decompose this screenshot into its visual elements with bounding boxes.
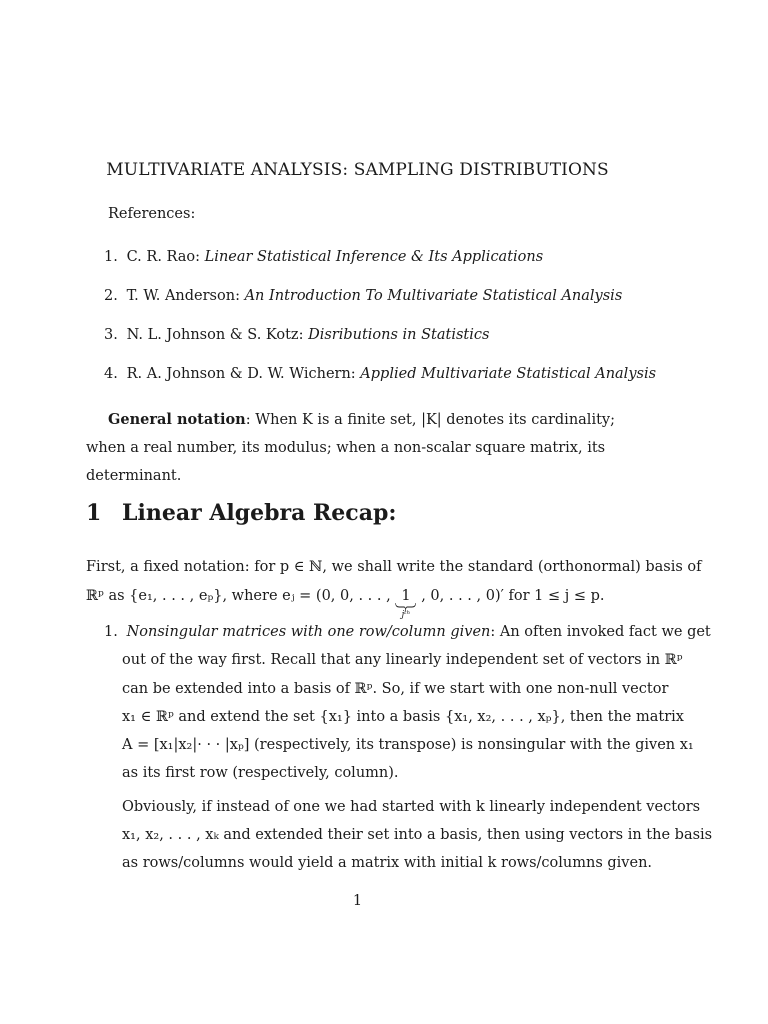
- reference-author: C. R. Rao:: [126, 249, 205, 265]
- section-title: Linear Algebra Recap:: [122, 500, 397, 526]
- reference-work: An Introduction To Multivariate Statistical Analysis: [244, 288, 623, 304]
- underbrace-value: 1: [401, 588, 411, 604]
- list-item-line: x₁, x₂, . . . , xₖ and extended their set into a basis, then using vectors in the basis: [122, 827, 713, 843]
- paragraph-text: , 0, . . . , 0)′ for 1 ≤ j ≤ p.: [421, 588, 605, 604]
- list-item-line: Obviously, if instead of one we had started with k linearly independent vectors: [122, 799, 701, 815]
- list-item-line: A = [x₁|x₂|· · · |xₚ] (respectively, its transpose) is nonsingular with the given x₁: [122, 737, 694, 753]
- references-label: References:: [108, 206, 196, 222]
- list-item-line: as rows/columns would yield a matrix with initial k rows/columns given.: [122, 855, 653, 871]
- reference-item: [104, 366, 656, 382]
- general-notation-paragraph: [86, 406, 634, 490]
- reference-author: N. L. Johnson & S. Kotz:: [126, 327, 309, 343]
- underbrace-term: [395, 588, 416, 620]
- reference-work: Linear Statistical Inference & Its Applications: [204, 249, 544, 265]
- list-item-line: can be extended into a basis of ℝᵖ. So, if we start with one non-null vector: [122, 681, 669, 697]
- list-item-line: as its first row (respectively, column).: [122, 765, 399, 781]
- paragraph-line: [86, 588, 605, 620]
- page-number: 1: [352, 893, 363, 909]
- document-title: MULTIVARIATE ANALYSIS: SAMPLING DISTRIBUTIONS: [106, 160, 609, 180]
- section-heading: [86, 500, 396, 526]
- list-item-number: 1.: [104, 624, 118, 640]
- reference-work: Applied Multivariate Statistical Analysis: [360, 366, 657, 382]
- reference-number: 3.: [104, 327, 118, 343]
- list-item-line: out of the way first. Recall that any linearly independent set of vectors in ℝᵖ: [122, 652, 683, 668]
- section-number: 1: [86, 500, 102, 526]
- reference-item: [104, 288, 622, 304]
- list-item-heading: Nonsingular matrices with one row/column given: [126, 624, 491, 640]
- reference-work: Disributions in Statistics: [308, 327, 490, 343]
- reference-item: [104, 327, 489, 343]
- reference-number: 4.: [104, 366, 118, 382]
- general-notation-text: : When K is a finite set, |K| denotes its cardinality; when a real number, its modulus; when a non-scalar square matrix, its determinant.: [86, 412, 615, 484]
- list-item-text: : An often invoked fact we get: [490, 624, 711, 640]
- reference-author: R. A. Johnson & D. W. Wichern:: [126, 366, 361, 382]
- list-item-line: x₁ ∈ ℝᵖ and extend the set {x₁} into a basis {x₁, x₂, . . . , xₚ}, then the matrix: [122, 709, 684, 725]
- underbrace-label: jᵗʰ: [401, 610, 411, 620]
- paragraph-line: First, a fixed notation: for p ∈ ℕ, we shall write the standard (orthonormal) basis of: [86, 559, 702, 575]
- paragraph-text: ℝᵖ as {e₁, . . . , eₚ}, where eⱼ = (0, 0, . . . ,: [86, 588, 391, 604]
- reference-author: T. W. Anderson:: [126, 288, 245, 304]
- reference-number: 1.: [104, 249, 118, 265]
- general-notation-heading: General notation: [108, 411, 246, 428]
- reference-item: [104, 249, 543, 265]
- list-item: [104, 624, 711, 640]
- reference-number: 2.: [104, 288, 118, 304]
